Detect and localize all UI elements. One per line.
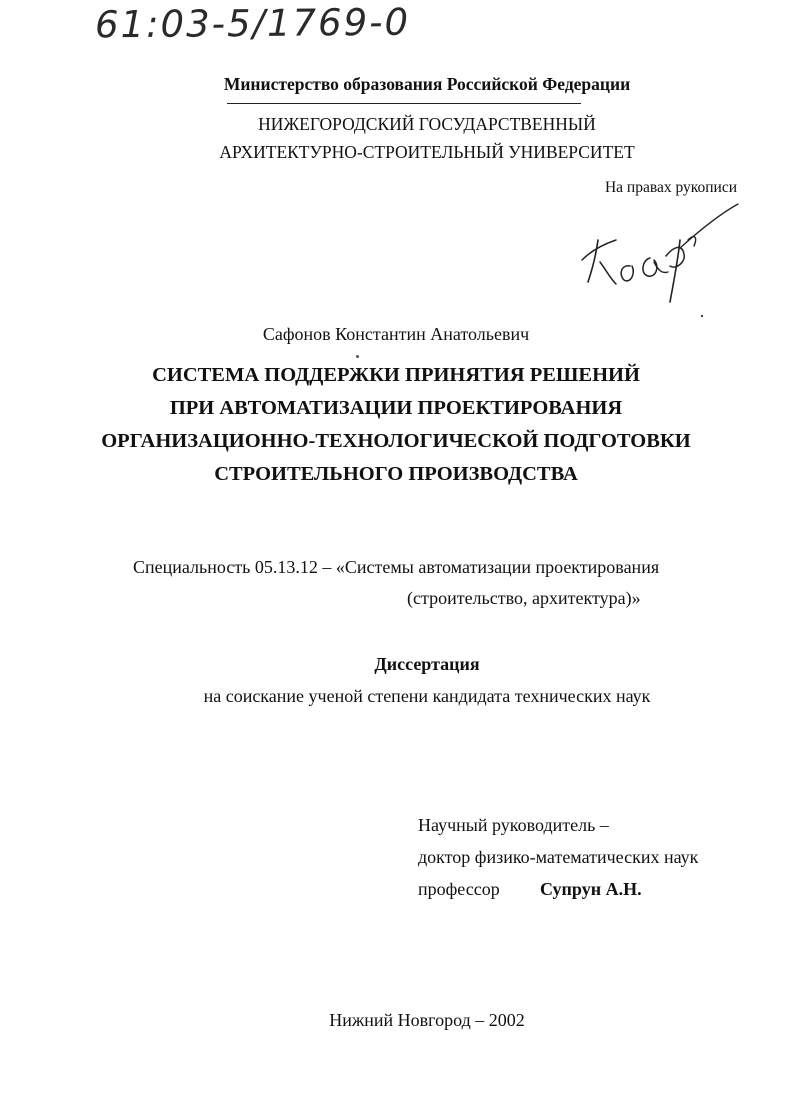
supervisor-name: Супрун А.Н. xyxy=(540,879,642,899)
ministry-heading: Министерство образования Российской Федерации xyxy=(223,74,631,94)
title-line: СИСТЕМА ПОДДЕРЖКИ ПРИНЯТИЯ РЕШЕНИЙ xyxy=(152,364,640,386)
archive-code-handwritten: 61:03-5/1769-0 xyxy=(94,0,411,47)
university-name-line-2: АРХИТЕКТУРНО-СТРОИТЕЛЬНЫЙ УНИВЕРСИТЕТ xyxy=(219,142,635,162)
ink-speck xyxy=(356,355,359,358)
specialty-line-2: (строительство, архитектура)» xyxy=(407,588,641,608)
supervisor-title: профессор xyxy=(418,879,500,899)
university-name-line-1: НИЖЕГОРОДСКИЙ ГОСУДАРСТВЕННЫЙ xyxy=(258,114,596,134)
title-line: СТРОИТЕЛЬНОГО ПРОИЗВОДСТВА xyxy=(214,463,578,485)
dissertation-title xyxy=(0,359,792,491)
author-name: Сафонов Константин Анатольевич xyxy=(262,324,530,344)
work-type: Диссертация xyxy=(374,654,480,674)
title-line: ОРГАНИЗАЦИОННО-ТЕХНОЛОГИЧЕСКОЙ ПОДГОТОВКИ xyxy=(101,430,691,452)
title-line: ПРИ АВТОМАТИЗАЦИИ ПРОЕКТИРОВАНИЯ xyxy=(169,397,623,419)
specialty-line-1: Специальность 05.13.12 – «Системы автоматизации проектирования xyxy=(133,557,660,577)
supervisor-role: Научный руководитель – xyxy=(418,815,609,835)
supervisor-degree: доктор физико-математических наук xyxy=(418,847,699,867)
degree-sought: на соискание ученой степени кандидата технических наук xyxy=(203,686,651,706)
rights-note: На правах рукописи xyxy=(604,179,737,196)
heading-divider xyxy=(227,103,581,104)
city-year: Нижний Новгород – 2002 xyxy=(329,1010,525,1030)
author-signature xyxy=(570,200,750,320)
